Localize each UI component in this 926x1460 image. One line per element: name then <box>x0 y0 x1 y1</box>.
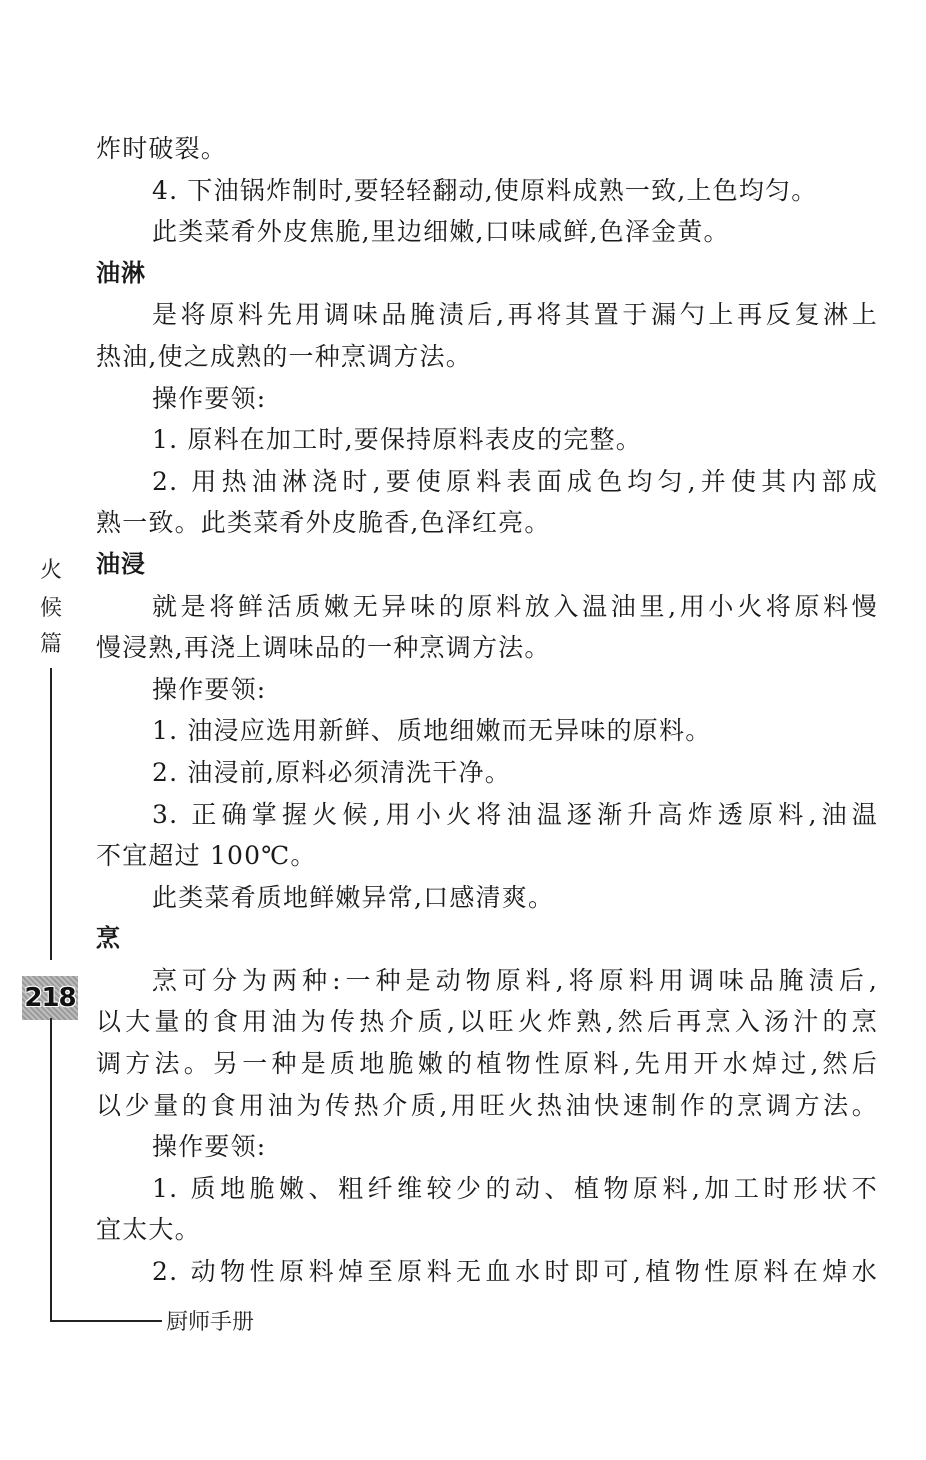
text-line: 烹可分为两种:一种是动物原料,将原料用调味品腌渍后, <box>152 965 878 995</box>
text-line: 以少量的食用油为传热介质,用旺火热油快速制作的烹调方法。 <box>96 1090 878 1120</box>
text-line: 熟一致。此类菜肴外皮脆香,色泽红亮。 <box>96 508 551 538</box>
text-line: 以大量的食用油为传热介质,以旺火炸熟,然后再烹入汤汁的烹 <box>96 1007 878 1037</box>
text-line: 1. 油浸应选用新鲜、质地细嫩而无异味的原料。 <box>152 716 712 746</box>
text-line: 操作要领: <box>152 674 267 704</box>
section-heading-peng: 烹 <box>96 924 121 953</box>
text-line: 2. 油浸前,原料必须清洗干净。 <box>152 757 511 787</box>
body-text <box>96 128 878 1293</box>
section-heading-youlin: 油淋 <box>96 258 146 287</box>
text-line: 调方法。另一种是质地脆嫩的植物性原料,先用开水焯过,然后 <box>96 1049 878 1079</box>
text-line: 1. 质地脆嫩、粗纤维较少的动、植物原料,加工时形状不 <box>152 1173 878 1203</box>
text-line: 热油,使之成熟的一种烹调方法。 <box>96 341 472 371</box>
text-line: 宜太大。 <box>96 1215 201 1245</box>
text-line: 操作要领: <box>152 1132 267 1162</box>
text-line: 4. 下油锅炸制时,要轻轻翻动,使原料成熟一致,上色均匀。 <box>152 175 818 205</box>
margin-rule-lower <box>50 1018 52 1320</box>
text-line: 2. 用热油淋浇时,要使原料表面成色均匀,并使其内部成 <box>152 466 878 496</box>
text-line: 不宜超过 100℃。 <box>96 841 317 871</box>
page-number: 218 <box>22 976 78 1020</box>
text-line: 此类菜肴外皮焦脆,里边细嫩,口味咸鲜,色泽金黄。 <box>152 217 730 247</box>
chapter-label-char-1: 火 <box>39 558 62 583</box>
text-line: 此类菜肴质地鲜嫩异常,口感清爽。 <box>152 882 555 912</box>
text-line: 2. 动物性原料焯至原料无血水时即可,植物性原料在焯水 <box>152 1257 878 1287</box>
text-line: 慢浸熟,再浇上调味品的一种烹调方法。 <box>96 633 551 663</box>
margin-rule-upper <box>50 668 52 960</box>
text-line: 操作要领: <box>152 383 267 413</box>
text-line: 是将原料先用调味品腌渍后,再将其置于漏勺上再反复淋上 <box>152 300 878 330</box>
text-line: 3. 正确掌握火候,用小火将油温逐渐升高炸透原料,油温 <box>152 799 878 829</box>
text-line: 就是将鲜活质嫩无异味的原料放入温油里,用小火将原料慢 <box>152 591 878 621</box>
footer-book-title: 厨师手册 <box>166 1310 255 1335</box>
text-line: 炸时破裂。 <box>96 134 228 163</box>
footer-rule <box>50 1320 162 1322</box>
text-line: 1. 原料在加工时,要保持原料表皮的完整。 <box>152 425 642 455</box>
section-heading-youjin: 油浸 <box>96 549 146 578</box>
chapter-label-char-2: 候 <box>39 596 62 621</box>
chapter-label-char-3: 篇 <box>39 632 62 657</box>
